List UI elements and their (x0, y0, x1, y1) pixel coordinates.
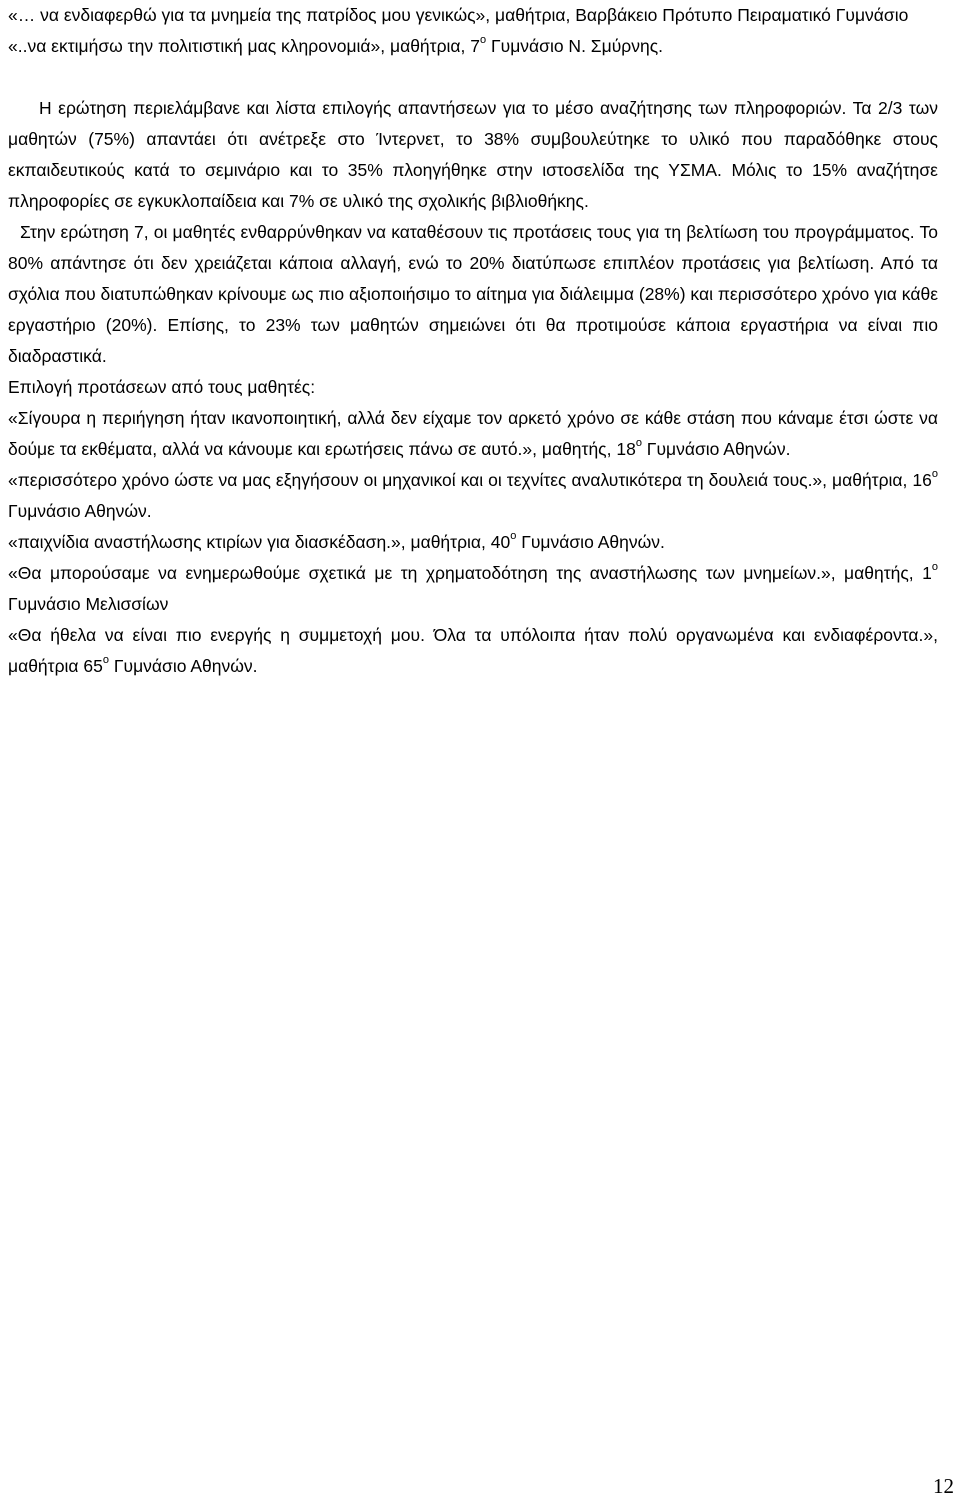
paragraph-spacer (8, 62, 938, 93)
quote-school: Γυμνάσιο Αθηνών. (8, 501, 152, 521)
ordinal-superscript: ο (931, 561, 938, 574)
page-number: 12 (933, 1474, 954, 1498)
quote-text: «περισσότερο χρόνο ώστε να μας εξηγήσουν οι μηχανικοί και οι τεχνίτες αναλυτικότερα τη δουλειά τους.», μαθήτρια, 16 (8, 470, 932, 490)
ordinal-superscript: ο (510, 530, 517, 543)
paragraph-improvement-proposals (8, 217, 938, 372)
proposal-quote (8, 620, 938, 682)
quote-text: «Σίγουρα η περιήγηση ήταν ικανοποιητική, αλλά δεν είχαμε τον αρκετό χρόνο σε κάθε στάση που κάναμε έτσι ώστε να δούμε τα εκθέματα, αλλά να κάνουμε και ερωτήσεις πάνω σε αυτό.», μαθητής, 18 (8, 408, 938, 459)
quote-school: Γυμνάσιο Αθηνών. (641, 439, 791, 459)
paragraph-search-sources (8, 93, 938, 217)
quote-school: Γυμνάσιο Αθηνών. (109, 656, 258, 676)
ordinal-superscript: ο (635, 437, 642, 450)
student-quote-nea-smyrni (8, 31, 938, 62)
proposal-quote (8, 465, 938, 527)
ordinal-superscript: ο (931, 468, 938, 481)
quote-text: «παιχνίδια αναστήλωσης κτιρίων για διασκέδαση.», μαθήτρια, 40 (8, 532, 511, 552)
quote-school: Γυμνάσιο Αθηνών. (516, 532, 665, 552)
quote-text: «Θα μπορούσαμε να ενημερωθούμε σχετικά με τη χρηματοδότηση της αναστήλωσης των μνημείων.», μαθητής, 1 (8, 563, 932, 583)
proposal-quote (8, 558, 938, 620)
proposals-heading (8, 372, 938, 403)
quote-school: Γυμνάσιο Ν. Σμύρνης. (486, 36, 663, 56)
proposal-quote (8, 403, 938, 465)
ordinal-superscript: ο (480, 34, 487, 47)
paragraph-text: Η ερώτηση περιελάμβανε και λίστα επιλογής απαντήσεων για το μέσο αναζήτησης των πληροφοριών. Τα 2/3 των μαθητών (75%) απαντάει ότι ανέτρεξε στο Ίντερνετ, το 38% συμβουλεύτηκε το υλικό που παραδόθηκε στους εκπαιδευτικούς κατά το σεμινάριο και το 35% πλοηγήθηκε στην ιστοσελίδα της ΥΣΜΑ. Μόλις το 15% αναζήτησε πληροφορίες σε εγκυκλοπαίδεια και 7% σε υλικό της σχολικής βιβλιοθήκης. (8, 98, 938, 211)
paragraph-text: Στην ερώτηση 7, οι μαθητές ενθαρρύνθηκαν να καταθέσουν τις προτάσεις τους για τη βελτίωση του προγράμματος. Το 80% απάντησε ότι δεν χρειάζεται κάποια αλλαγή, ενώ το 20% διατύπωσε επιπλέον προτάσεις για βελτίωση. Από τα σχόλια που διατυπώθηκαν κρίνουμε ως πιο αξιοποιήσιμο το αίτημα για διάλειμμα (28%) και περισσότερο χρόνο για κάθε εργαστήριο (20%). Επίσης, το 23% των μαθητών σημειώνει ότι θα προτιμούσε κάποια εργαστήρια να είναι πιο διαδραστικά. (8, 222, 938, 366)
proposal-quote (8, 527, 938, 558)
quote-text: «Θα ήθελα να είναι πιο ενεργής η συμμετοχή μου. Όλα τα υπόλοιπα ήταν πολύ οργανωμένα και ενδιαφέροντα.», μαθήτρια 65 (8, 625, 938, 676)
quote-school: Γυμνάσιο Μελισσίων (8, 594, 169, 614)
student-quote-varvakeio (8, 0, 938, 31)
ordinal-superscript: ο (102, 654, 109, 667)
heading-text: Επιλογή προτάσεων από τους μαθητές: (8, 377, 316, 397)
document-page (8, 0, 938, 682)
quote-text: «… να ενδιαφερθώ για τα μνημεία της πατρίδος μου γενικώς», μαθήτρια, Βαρβάκειο Πρότυπο Πειραματικό Γυμνάσιο (8, 5, 909, 25)
quote-text: «..να εκτιμήσω την πολιτιστική μας κληρονομιά», μαθήτρια, 7 (8, 36, 480, 56)
